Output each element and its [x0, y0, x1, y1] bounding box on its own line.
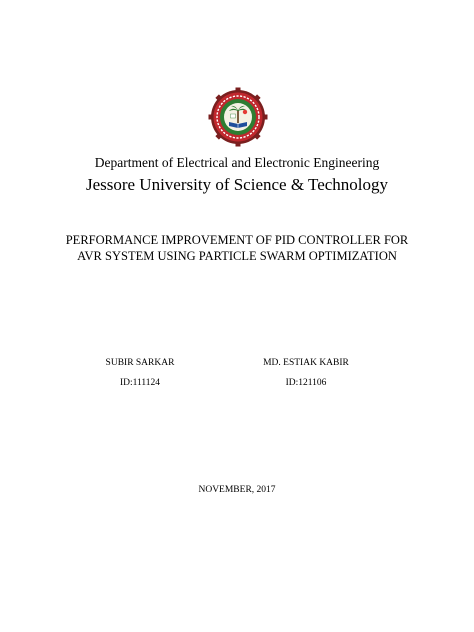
author-1-id: ID:111124 [119, 378, 161, 388]
university-seal-icon [207, 86, 269, 148]
author-1-name: SUBIR SARKAR [105, 358, 175, 368]
submission-date: NOVEMBER, 2017 [198, 485, 276, 495]
author-2-id: ID:121106 [285, 378, 327, 388]
thesis-title [0, 233, 474, 264]
department-name: Department of Electrical and Electronic Engineering [94, 155, 380, 170]
university-name: Jessore University of Science & Technology [85, 175, 389, 194]
thesis-title-line-2: AVR SYSTEM USING PARTICLE SWARM OPTIMIZATION [77, 248, 397, 263]
author-2-name: MD. ESTIAK KABIR [263, 358, 349, 368]
thesis-title-line-1: PERFORMANCE IMPROVEMENT OF PID CONTROLLER FOR [65, 233, 409, 247]
